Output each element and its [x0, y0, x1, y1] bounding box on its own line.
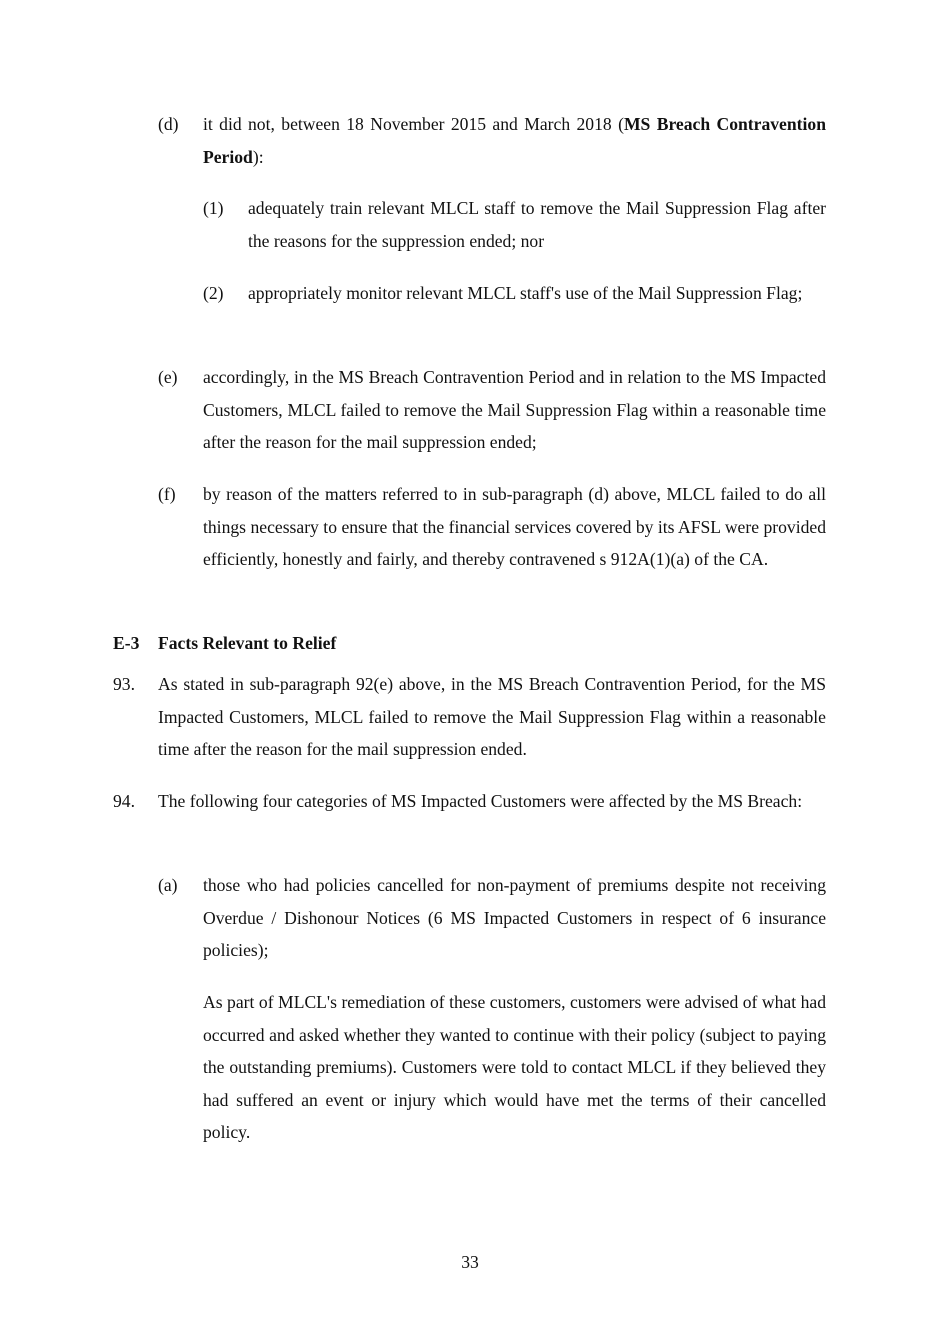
item-d2-text: appropriately monitor relevant MLCL staff's use of the Mail Suppression Flag;: [248, 283, 803, 303]
item-d1-text: adequately train relevant MLCL staff to remove the Mail Suppression Flag after the reasons for the suppression ended; nor: [248, 198, 826, 251]
para-94-text: The following four categories of MS Impacted Customers were affected by the MS Breach:: [158, 791, 803, 811]
para-93-number: 93.: [113, 674, 135, 694]
para-94-a-label: (a): [158, 875, 178, 895]
section-number: E-3: [113, 633, 140, 653]
item-d-text-before: it did not, between 18 November 2015 and March 2018 (: [203, 114, 624, 134]
item-d-text: [203, 108, 826, 173]
para-94-number: 94.: [113, 791, 135, 811]
item-d1-label: (1): [203, 198, 224, 218]
para-94-a-remediation-text: As part of MLCL's remediation of these customers, customers were advised of what had occurred and asked whether they wanted to continue with their policy (subject to paying the outstanding premiums). Customers were told to contact MLCL if they believed they had suffered an event or injury which would have met the terms of their cancelled policy.: [203, 992, 826, 1142]
section-title: Facts Relevant to Relief: [158, 633, 337, 653]
para-93-text: As stated in sub-paragraph 92(e) above, in the MS Breach Contravention Period, for the MS Impacted Customers, MLCL failed to remove the Mail Suppression Flag within a reasonable time after the reason for the mail suppression ended.: [158, 674, 826, 759]
item-e-label: (e): [158, 367, 178, 387]
item-f-label: (f): [158, 484, 176, 504]
item-d-text-after: ):: [252, 146, 264, 167]
item-f-text: by reason of the matters referred to in sub-paragraph (d) above, MLCL failed to do all things necessary to ensure that the financial services covered by its AFSL were provided efficiently, honestly and fairly, and thereby contravened s 912A(1)(a) of the CA.: [203, 484, 826, 569]
item-e-text: accordingly, in the MS Breach Contravention Period and in relation to the MS Impacted Customers, MLCL failed to remove the Mail Suppression Flag within a reasonable time after the reason for the mail suppression ended;: [203, 367, 826, 452]
para-94-a-text: those who had policies cancelled for non-payment of premiums despite not receiving Overdue / Dishonour Notices (6 MS Impacted Customers in respect of 6 insurance policies);: [203, 875, 826, 960]
defined-term-ms-breach-contravention-period: MS Breach Contravention Period: [203, 114, 826, 167]
page-number: 33: [461, 1252, 479, 1272]
item-d-label: (d): [158, 114, 179, 134]
item-d2-label: (2): [203, 283, 224, 303]
